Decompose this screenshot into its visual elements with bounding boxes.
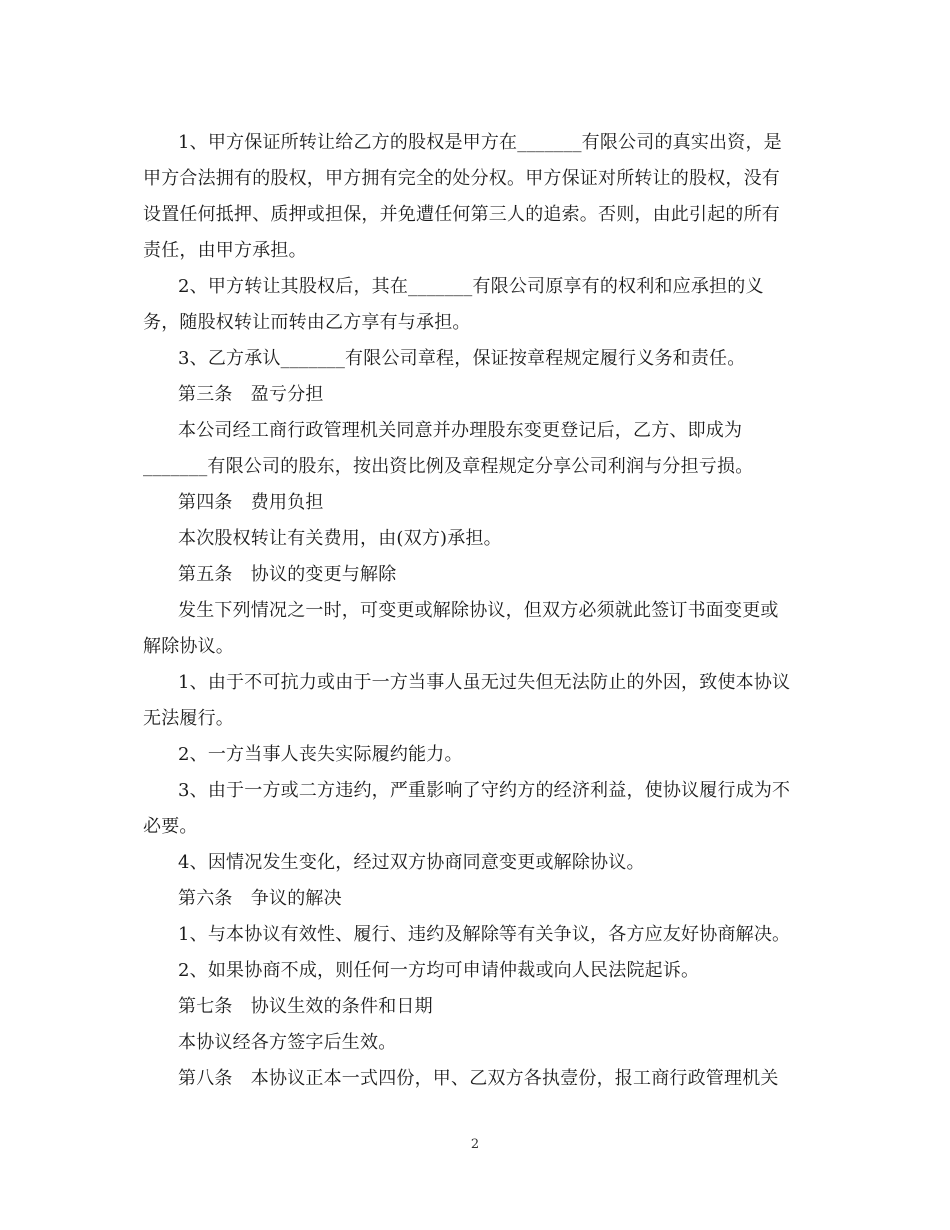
- text-line: 必要。: [143, 816, 198, 837]
- text-line: 1、与本协议有效性、履行、违约及解除等有关争议，各方应友好协商解决。: [178, 924, 791, 945]
- text-line: 4、因情况发生变化，经过双方协商同意变更或解除协议。: [178, 852, 645, 873]
- section-heading: 第八条 本协议正本一式四份，甲、乙双方各执壹份，报工商行政管理机关: [178, 1068, 779, 1089]
- section-heading: 第四条 费用负担: [178, 492, 324, 513]
- text-line: 2、如果协商不成，则任何一方均可申请仲裁或向人民法院起诉。: [178, 960, 700, 981]
- text-line: 3、由于一方或二方违约，严重影响了守约方的经济利益，使协议履行成为不: [178, 780, 791, 801]
- text-line: 本公司经工商行政管理机关同意并办理股东变更登记后，乙方、即成为: [178, 420, 743, 441]
- text-line: 本次股权转让有关费用，由(双方)承担。: [178, 528, 502, 549]
- section-heading: 第六条 争议的解决: [178, 888, 342, 909]
- section-heading: 第七条 协议生效的条件和日期: [178, 996, 433, 1017]
- text-line: 无法履行。: [143, 708, 234, 729]
- text-line: 本协议经各方签字后生效。: [178, 1032, 397, 1053]
- text-line: 2、甲方转让其股权后，其在_______有限公司原享有的权利和应承担的义: [178, 276, 764, 297]
- text-line: _______有限公司的股东，按出资比例及章程规定分享公司利润与分担亏损。: [143, 456, 754, 477]
- text-line: 解除协议。: [143, 636, 234, 657]
- text-line: 设置任何抵押、质押或担保，并免遭任何第三人的追索。否则，由此引起的所有: [143, 204, 780, 225]
- text-line: 2、一方当事人丧失实际履约能力。: [178, 744, 463, 765]
- page-number: 2: [470, 1137, 480, 1152]
- text-line: 3、乙方承认_______有限公司章程，保证按章程规定履行义务和责任。: [178, 348, 746, 369]
- section-heading: 第三条 盈亏分担: [178, 384, 324, 405]
- section-heading: 第五条 协议的变更与解除: [178, 564, 397, 585]
- text-line: 1、由于不可抗力或由于一方当事人虽无过失但无法防止的外因，致使本协议: [178, 672, 791, 693]
- text-line: 甲方合法拥有的股权，甲方拥有完全的处分权。甲方保证对所转让的股权，没有: [143, 168, 780, 189]
- text-line: 务，随股权转让而转由乙方享有与承担。: [143, 312, 471, 333]
- text-line: 发生下列情况之一时，可变更或解除协议，但双方必须就此签订书面变更或: [178, 600, 779, 621]
- text-line: 责任，由甲方承担。: [143, 240, 307, 261]
- text-line: 1、甲方保证所转让给乙方的股权是甲方在_______有限公司的真实出资，是: [178, 132, 782, 153]
